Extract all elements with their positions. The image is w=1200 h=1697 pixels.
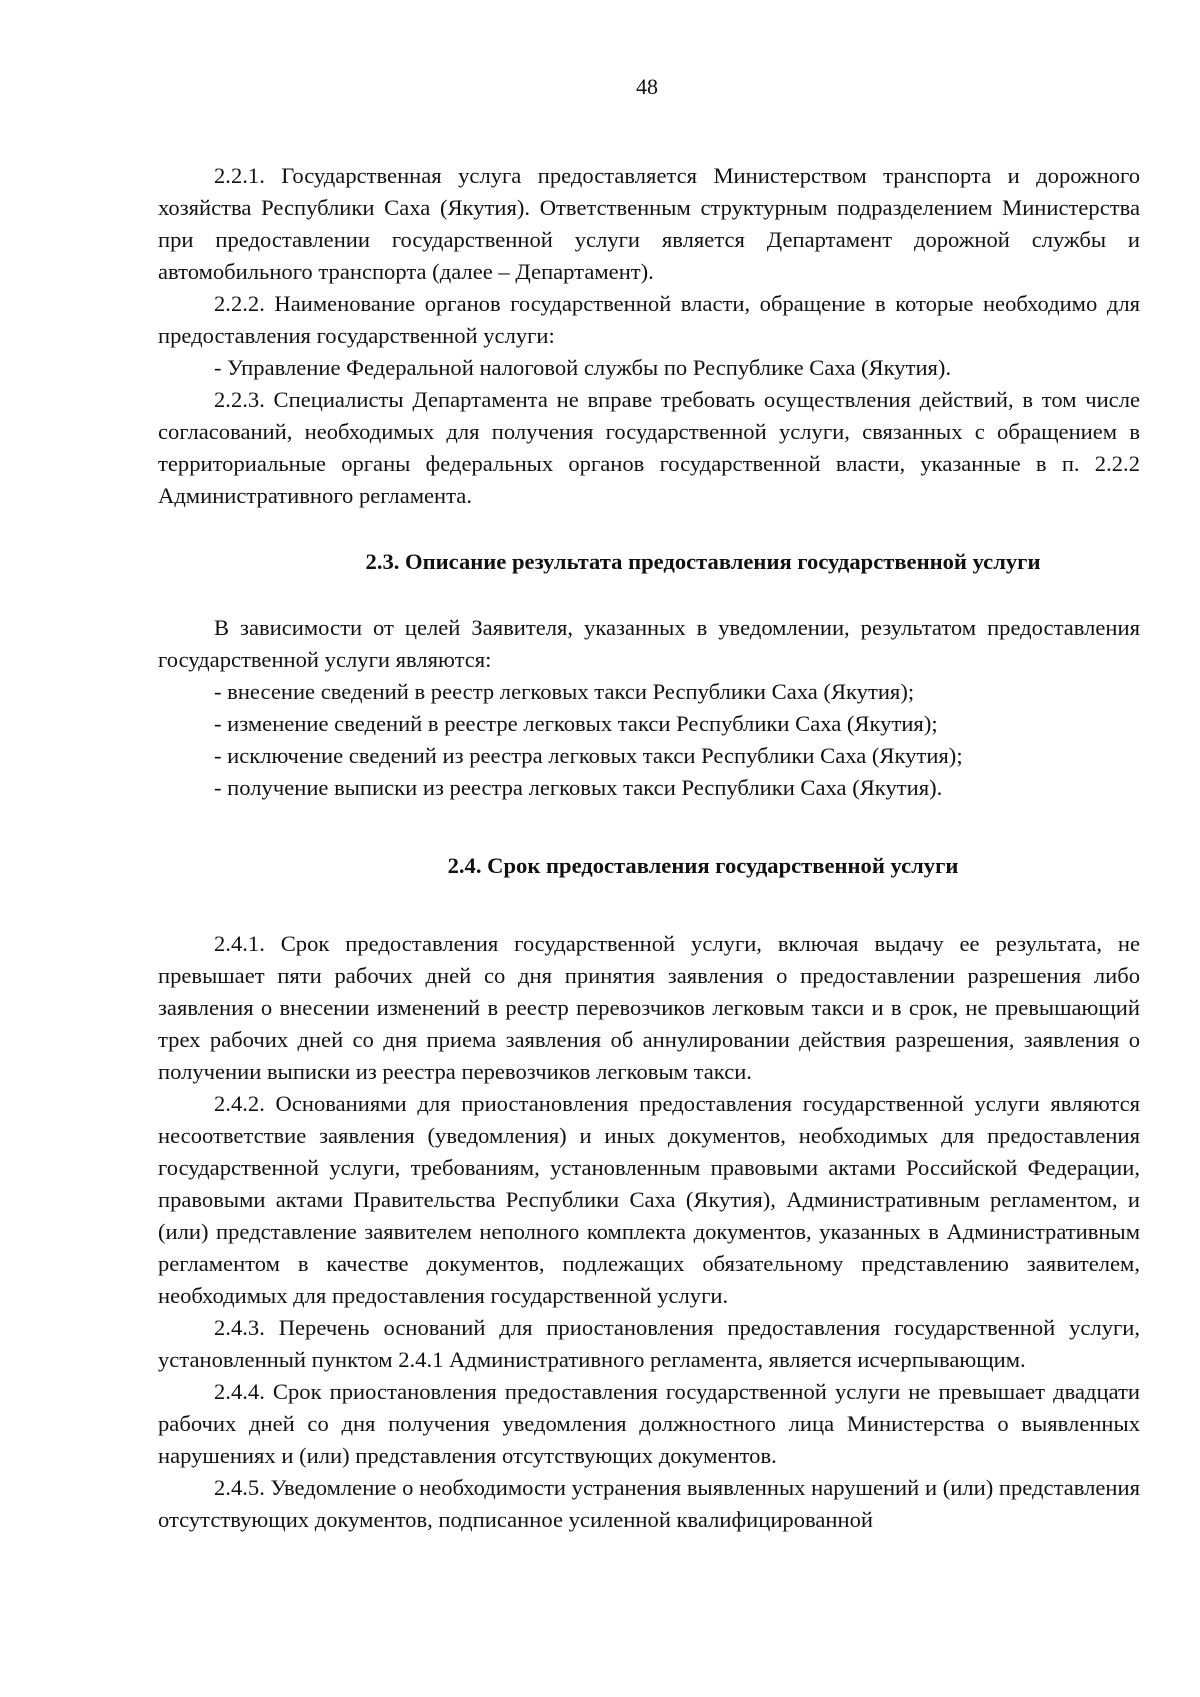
paragraph-2-4-1: 2.4.1. Срок предоставления государственной услуги, включая выдачу ее результата, не превышает пяти рабочих дней со дня принятия заявления о предоставлении разрешения либо заявления о внесении изменений в реестр перевозчиков легковым такси и в срок, не превышающий трех рабочих дней со дня приема заявления об аннулировании действия разрешения, заявления о получении выписки из реестра перевозчиков легковым такси. bbox=[158, 931, 1140, 1084]
paragraph-2-2-2: 2.2.2. Наименование органов государственной власти, обращение в которые необходимо для предоставления государственной услуги: bbox=[158, 291, 1140, 348]
list-item-tax-service: - Управление Федеральной налоговой службы по Республике Саха (Якутия). bbox=[214, 355, 952, 380]
paragraph-2-3-intro: В зависимости от целей Заявителя, указанных в уведомлении, результатом предоставления государственной услуги являются: bbox=[158, 615, 1140, 672]
document-body bbox=[158, 160, 1140, 1536]
page-number: 48 bbox=[636, 74, 658, 99]
paragraph-2-4-4: 2.4.4. Срок приостановления предоставления государственной услуги не превышает двадцати рабочих дней со дня получения уведомления должностного лица Министерства о выявленных нарушениях и (или) представления отсутствующих документов. bbox=[158, 1379, 1140, 1468]
list-item-result-3: - исключение сведений из реестра легковых такси Республики Саха (Якутия); bbox=[214, 743, 963, 768]
paragraph-2-2-3: 2.2.3. Специалисты Департамента не вправе требовать осуществления действий, в том числе согласований, необходимых для получения государственной услуги, связанных с обращением в территориальные органы федеральных органов государственной власти, указанные в п. 2.2.2 Административного регламента. bbox=[158, 387, 1140, 508]
list-item-result-2: - изменение сведений в реестре легковых такси Республики Саха (Якутия); bbox=[214, 711, 938, 736]
section-heading-2-3: 2.3. Описание результата предоставления государственной услуги bbox=[365, 549, 1041, 574]
list-item-result-1: - внесение сведений в реестр легковых такси Республики Саха (Якутия); bbox=[214, 679, 915, 704]
paragraph-2-4-2: 2.4.2. Основаниями для приостановления предоставления государственной услуги являются несоответствие заявления (уведомления) и иных документов, необходимых для предоставления государственной услуги, требованиям, установленным правовыми актами Российской Федерации, правовыми актами Правительства Республики Саха (Якутия), Административным регламентом, и (или) представление заявителем неполного комплекта документов, указанных в Административным регламентом в качестве документов, подлежащих обязательному представлению заявителем, необходимых для предоставления государственной услуги. bbox=[158, 1091, 1140, 1308]
list-item-result-4: - получение выписки из реестра легковых такси Республики Саха (Якутия). bbox=[214, 775, 943, 800]
paragraph-2-2-1: 2.2.1. Государственная услуга предоставляется Министерством транспорта и дорожного хозяйства Республики Саха (Якутия). Ответственным структурным подразделением Министерства при предоставлении государственной услуги является Департамент дорожной службы и автомобильного транспорта (далее – Департамент). bbox=[158, 163, 1140, 284]
paragraph-2-4-5: 2.4.5. Уведомление о необходимости устранения выявленных нарушений и (или) представления отсутствующих документов, подписанное усиленной квалифицированной bbox=[158, 1475, 1140, 1532]
section-heading-2-4: 2.4. Срок предоставления государственной услуги bbox=[447, 853, 959, 878]
paragraph-2-4-3: 2.4.3. Перечень оснований для приостановления предоставления государственной услуги, установленный пунктом 2.4.1 Административного регламента, является исчерпывающим. bbox=[158, 1315, 1140, 1372]
